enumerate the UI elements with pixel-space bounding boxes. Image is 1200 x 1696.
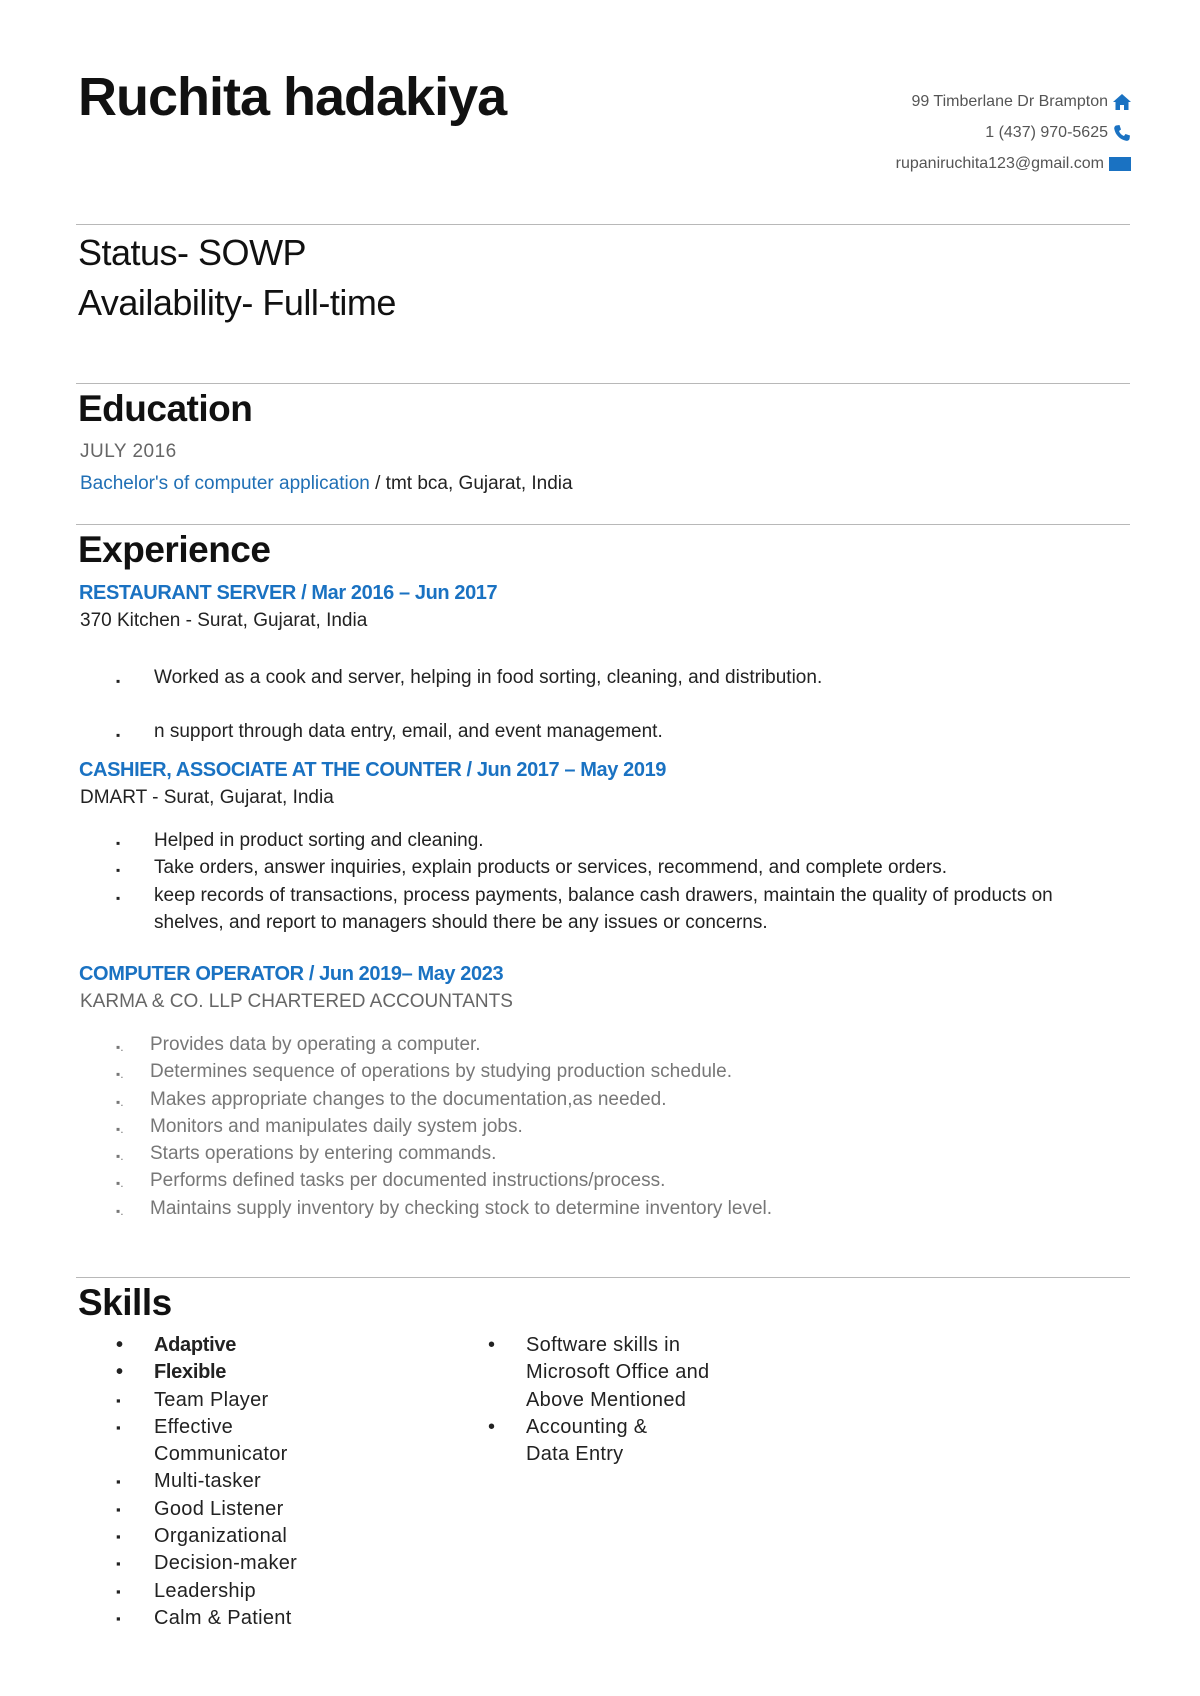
contact-block [896,86,1132,179]
list-item: ▪ Calm & Patient [116,1605,346,1632]
list-item: ▪. Performs defined tasks per documented instructions/process. [116,1167,772,1194]
list-item: • Flexible [116,1359,346,1386]
education-date: JULY 2016 [80,441,177,462]
list-item: ▪ Decision-maker [116,1550,346,1577]
list-item: ▪ Helped in product sorting and cleaning. [116,827,1106,854]
skills-list-left [116,1332,346,1632]
phone-text: 1 (437) 970-5625 [985,123,1108,141]
address-row [896,86,1132,117]
list-item: ▪. Provides data by operating a computer. [116,1031,772,1058]
degree-name: Bachelor's of computer application [80,473,370,494]
divider [76,524,1130,525]
list-item: ▪ n support through data entry, email, and event management. [116,705,822,759]
experience-heading: Experience [78,529,271,570]
home-icon [1112,93,1132,111]
list-item: ▪. Determines sequence of operations by studying production schedule. [116,1058,772,1085]
education-degree-line [80,473,573,495]
list-item: ▪. Starts operations by entering commands. [116,1140,772,1167]
job-org: KARMA & CO. LLP CHARTERED ACCOUNTANTS [80,991,513,1012]
candidate-name: Ruchita hadakiya [78,67,507,127]
status-block [78,228,396,328]
availability-line: Availability- Full-time [78,282,396,323]
envelope-icon [1108,155,1132,173]
education-heading: Education [78,388,253,429]
job-bullets [116,1031,772,1222]
job-title: COMPUTER OPERATOR / Jun 2019– May 2023 [79,963,504,985]
divider [76,224,1130,225]
job-bullets [116,651,822,759]
email-text[interactable]: rupaniruchita123@gmail.com [895,154,1104,172]
job-title: CASHIER, ASSOCIATE AT THE COUNTER / Jun 2017 – May 2019 [79,759,667,781]
job-bullets [116,827,1106,937]
divider [76,383,1130,384]
list-item: ▪. Maintains supply inventory by checking stock to determine inventory level. [116,1195,772,1222]
institution-name: / tmt bca, Gujarat, India [369,473,573,494]
list-item: ▪ Leadership [116,1578,346,1605]
phone-icon [1112,124,1132,142]
list-item: ▪ Team Player [116,1387,346,1414]
divider [76,1277,1130,1278]
skills-list-right [488,1332,738,1468]
email-row [896,148,1132,179]
list-item: ▪ keep records of transactions, process payments, balance cash drawers, maintain the quality of products on shelves, and report to managers should there be any issues or concerns. [116,882,1106,937]
list-item: ▪ Good Listener [116,1496,346,1523]
list-item: ▪. Makes appropriate changes to the documentation,as needed. [116,1086,772,1113]
list-item: • Adaptive [116,1332,346,1359]
job-title: RESTAURANT SERVER / Mar 2016 – Jun 2017 [79,582,498,604]
list-item: ▪. Monitors and manipulates daily system jobs. [116,1113,772,1140]
list-item: ▪ Multi-tasker [116,1468,346,1495]
status-line: Status- SOWP [78,232,307,273]
list-item: ▪ Worked as a cook and server, helping in food sorting, cleaning, and distribution. [116,651,822,705]
job-org: 370 Kitchen - Surat, Gujarat, India [80,610,368,631]
list-item: • Software skills in Microsoft Office and Above Mentioned [488,1332,738,1414]
phone-row [896,117,1132,148]
list-item: • Accounting & Data Entry [488,1414,686,1469]
list-item: ▪ Organizational [116,1523,346,1550]
skills-heading: Skills [78,1282,172,1323]
list-item: ▪ Effective Communicator [116,1414,274,1469]
address-text: 99 Timberlane Dr Brampton [911,92,1108,110]
list-item: ▪ Take orders, answer inquiries, explain products or services, recommend, and complete orders. [116,854,1106,881]
job-org: DMART - Surat, Gujarat, India [80,787,334,808]
